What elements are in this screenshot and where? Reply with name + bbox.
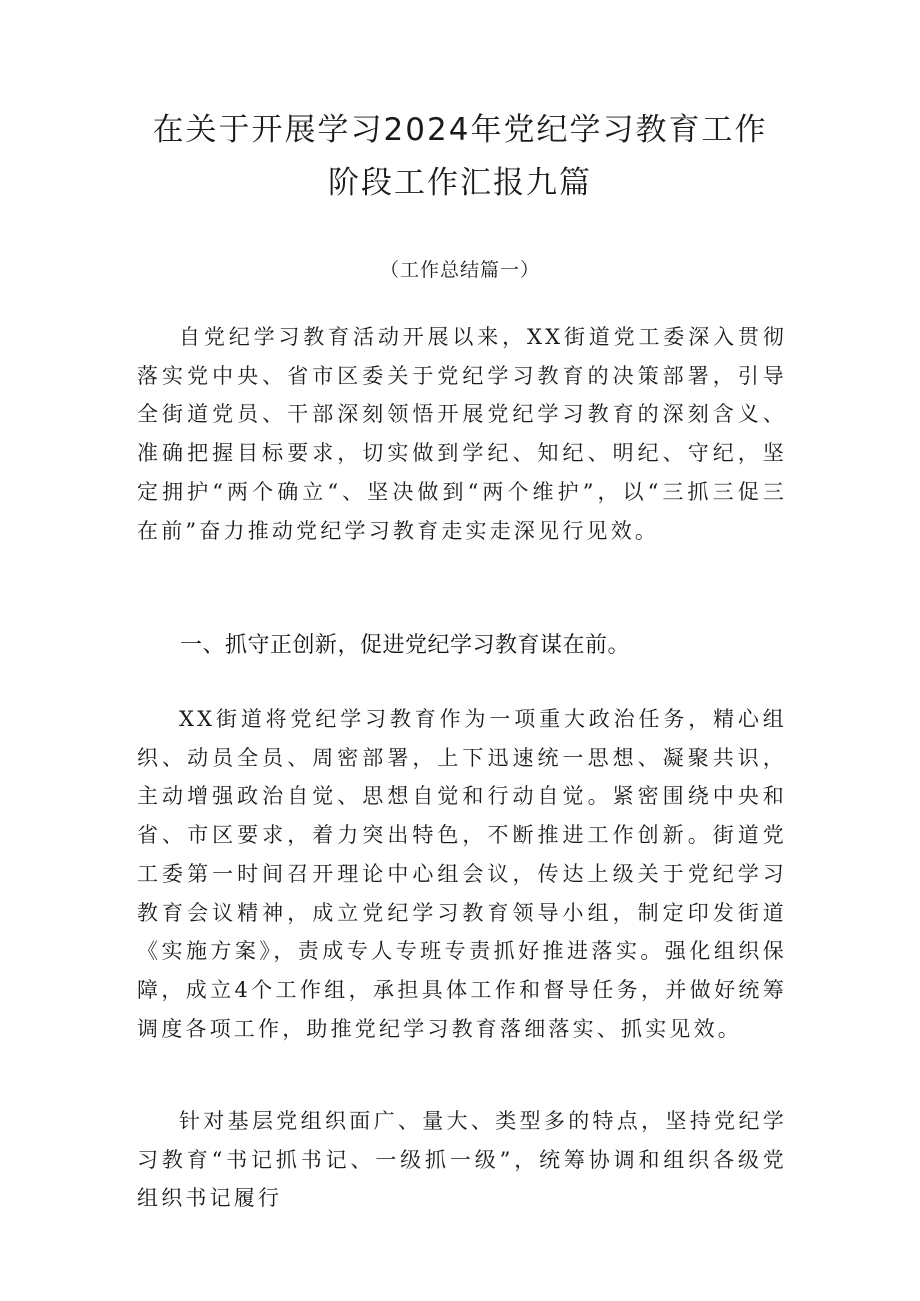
paragraph-section-1: XX街道将党纪学习教育作为一项重大政治任务，精心组织、动员全员、周密部署，上下迅速统一思想、凝聚共识，主动增强政治自觉、思想自觉和行动自觉。紧密围绕中央和省、市区要求，着力突出特色，不断推进工作创新。街道党工委第一时间召开理论中心组会议，传达上级关于党纪学习教育会议精神，成立党纪学习教育领导小组，制定印发街道《实施方案》，责成专人专班专责抓好推进落实。强化组织保障，成立4个工作组，承担具体工作和督导任务，并做好统筹调度各项工作，助推党纪学习教育落细落实、抓实见效。: [137, 707, 787, 1041]
document-title-line-2: 阶段工作汇报九篇: [328, 165, 592, 201]
section-heading-1: 一、抓守正创新，促进党纪学习教育谋在前。: [180, 633, 631, 658]
paragraph-section-1-continued: 针对基层党组织面广、量大、类型多的特点，坚持党纪学习教育“书记抓书记、一级抓一级”，统筹协调和组织各级党组织书记履行: [137, 1109, 787, 1211]
document-title-line-1: 在关于开展学习2024年党纪学习教育工作: [152, 112, 768, 148]
paragraph-intro: 自党纪学习教育活动开展以来，XX街道党工委深入贯彻落实党中央、省市区委关于党纪学习教育的决策部署，引导全街道党员、干部深刻领悟开展党纪学习教育的深刻含义、准确把握目标要求，切实做到学纪、知纪、明纪、守纪，坚定拥护“两个确立“、坚决做到“两个维护”，以“三抓三促三在前”奋力推动党纪学习教育走实走深见行见效。: [137, 325, 787, 543]
document-subtitle: （工作总结篇一）: [379, 259, 540, 281]
